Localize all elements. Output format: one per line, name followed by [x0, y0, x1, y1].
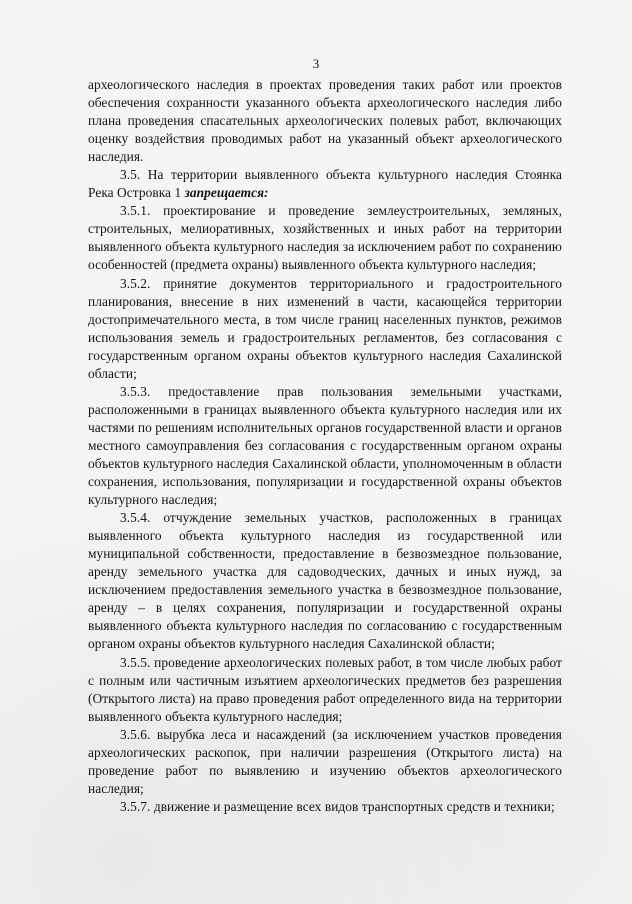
paragraph-3-5-emphasis: запрещается: [184, 185, 269, 201]
paragraph-3-5-1: 3.5.1. проектирование и проведение землеустроительных, земляных, строительных, мелиоративных, хозяйственных и иных работ на территории выявленного объекта культурного наследия за исключением работ по сохранению особенностей (предмета охраны) выявленного объекта культурного наследия; [88, 203, 562, 273]
paragraph-intro: археологического наследия в проектах проведения таких работ или проектов обеспечения сохранности указанного объекта археологического наследия либо плана проведения спасательных археологических полевых работ, включающих оценку воздействия проводимых работ на указанный объект археологического наследия. [88, 77, 562, 165]
paragraph-3-5-6: 3.5.6. вырубка леса и насаждений (за исключением участков проведения археологических раскопок, при наличии разрешения (Открытого листа) на проведение работ по выявлению и изучению объектов археологического наследия; [88, 726, 562, 796]
page-number: 3 [312, 56, 320, 71]
paragraph-3-5-2: 3.5.2. принятие документов территориального и градостроительного планирования, внесение в них изменений в части, касающейся территории достопримечательного места, в том числе границ населенных пунктов, режимов использования земель и градостроительных регламентов, без согласования с государственным органом охраны объектов культурного наследия Сахалинской области; [88, 275, 562, 381]
paragraph-3-5-5: 3.5.5. проведение археологических полевых работ, в том числе любых работ с полным или частичным изъятием археологических предметов без разрешения (Открытого листа) на право проведения работ определенного вида на территории выявленного объекта культурного наследия; [88, 654, 562, 724]
document-body [88, 76, 562, 816]
paragraph-3-5 [88, 166, 562, 202]
paragraph-3-5-7: 3.5.7. движение и размещение всех видов транспортных средств и техники; [120, 798, 555, 814]
paragraph-3-5-3: 3.5.3. предоставление прав пользования земельными участками, расположенными в границах выявленного объекта культурного наследия или их частями по решениям исполнительных органов государственной власти и органов местного самоуправления без согласования с государственным органом охраны объектов культурного наследия Сахалинской области, уполномоченным в области сохранения, использования, популяризации и государственной охраны объектов культурного наследия; [88, 383, 562, 508]
paragraph-3-5-4: 3.5.4. отчуждение земельных участков, расположенных в границах выявленного объекта культурного наследия из государственной или муниципальной собственности, предоставление в безвозмездное пользование, аренду земельного участка для садоводческих, дачных и иных нужд, за исключением предоставления земельного участка в безвозмездное пользование, аренду – в целях сохранения, популяризации и государственной охраны выявленного объекта культурного наследия по согласованию с государственным органом охраны объектов культурного наследия Сахалинской области; [88, 510, 562, 652]
paragraph-3-5-lead: 3.5. На территории выявленного объекта культурного наследия Стоянка Река Островка 1 [88, 167, 562, 201]
